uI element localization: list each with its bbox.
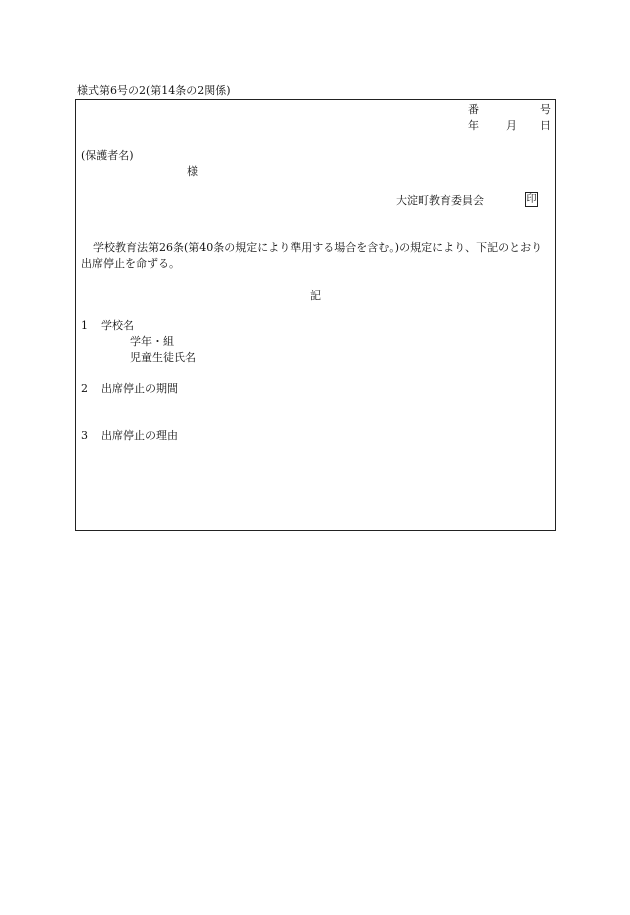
- form-number-label: 様式第6号の2(第14条の2関係): [77, 84, 231, 97]
- item-label: 出席停止の理由: [101, 429, 178, 442]
- recipient-label: (保護者名): [81, 149, 134, 162]
- item-label: 出席停止の期間: [101, 382, 178, 395]
- item-school-name: [81, 319, 134, 333]
- item-suspension-reason: [81, 429, 178, 443]
- number-go-label: 号: [540, 103, 551, 116]
- date-year-label: 年: [468, 119, 479, 132]
- item-student-name: 児童生徒氏名: [130, 351, 196, 364]
- seal-mark: 印: [526, 194, 537, 205]
- notice-body-text: 学校教育法第26条(第40条の規定により準用する場合を含む。)の規定により、下記のとおり出席停止を命ずる。: [81, 241, 543, 270]
- issuer-name: 大淀町教育委員会: [396, 194, 484, 207]
- item-number: 3: [81, 429, 88, 442]
- number-ban-label: 番: [468, 103, 479, 116]
- recipient-honorific: 様: [187, 165, 198, 178]
- item-number: 1: [81, 319, 88, 332]
- item-grade-class: 学年・組: [130, 335, 174, 348]
- item-number: 2: [81, 382, 88, 395]
- ki-heading: 記: [310, 289, 321, 302]
- item-label: 学校名: [101, 319, 134, 332]
- date-day-label: 日: [540, 119, 551, 132]
- item-suspension-period: [81, 382, 178, 396]
- notice-frame: [75, 99, 556, 531]
- date-month-label: 月: [506, 119, 517, 132]
